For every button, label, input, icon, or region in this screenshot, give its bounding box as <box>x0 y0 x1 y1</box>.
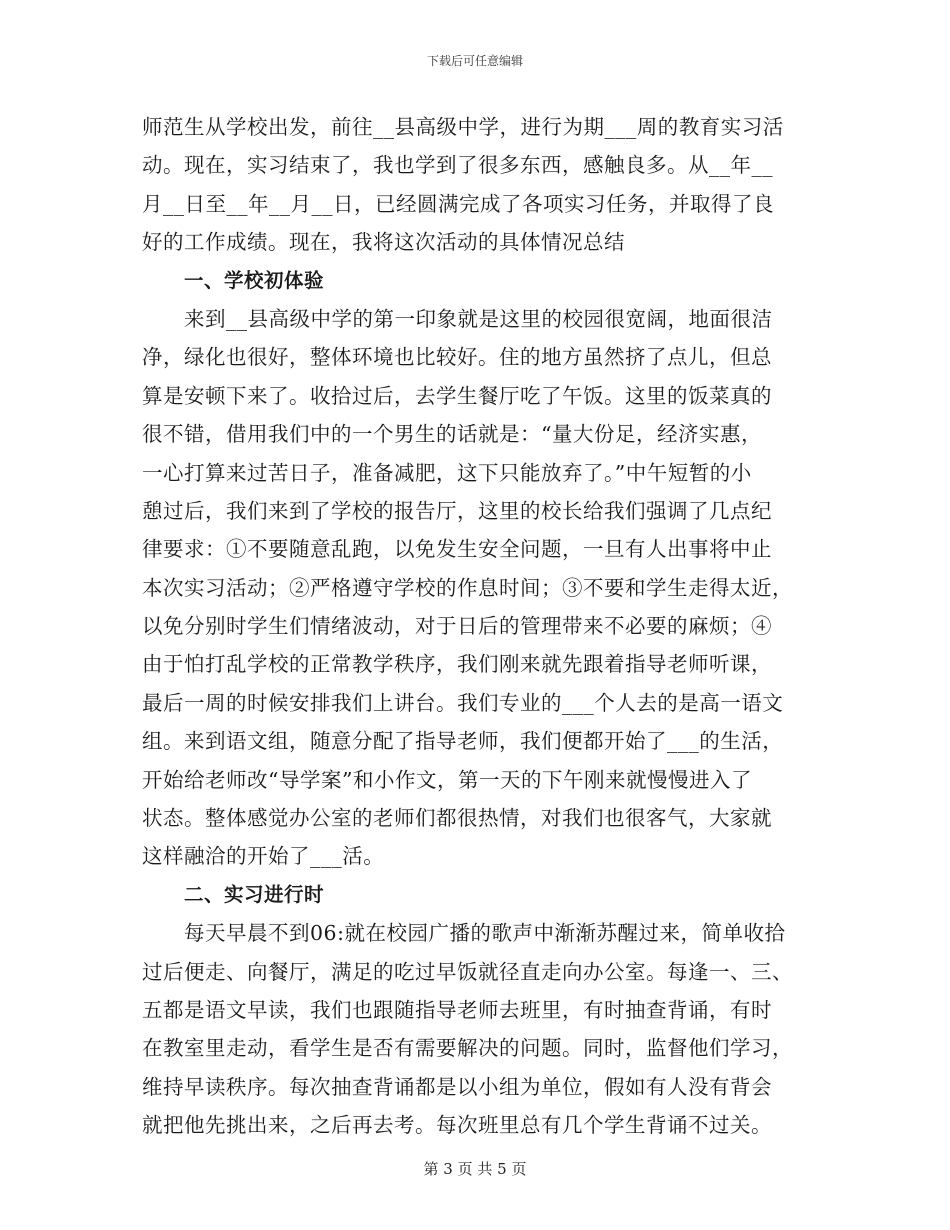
body-line: 律要求：①不要随意乱跑，以免发生安全问题，一旦有人出事将中止 <box>142 537 772 562</box>
body-line: 很不错，借用我们中的一个男生的话就是：“量大份足，经济实惠， <box>142 422 762 447</box>
body-line: 组。来到语文组，随意分配了指导老师，我们便都开始了___的生活， <box>142 729 784 754</box>
page-header: 下载后可任意编辑 <box>426 54 523 68</box>
body-line: 在教室里走动，看学生是否有需要解决的问题。同时，监督他们学习， <box>142 1036 793 1061</box>
body-line: 五都是语文早读，我们也跟随指导老师去班里，有时抽查背诵，有时 <box>142 997 772 1022</box>
body-line: 一心打算来过苦日子，准备减肥，这下只能放弃了。”中午短暂的小 <box>142 460 752 485</box>
body-line: 开始给老师改“导学案”和小作文，第一天的下午刚来就慢慢进入了 <box>142 767 752 792</box>
body-line: 状态。整体感觉办公室的老师们都很热情，对我们也很客气，大家就 <box>142 806 772 831</box>
page-footer: 第 3 页 共 5 页 <box>423 1160 527 1178</box>
section-heading: 一、学校初体验 <box>184 268 325 292</box>
document-body <box>142 108 812 1145</box>
body-line: 过后便走、向餐厅，满足的吃过早饭就径直走向办公室。每逢一、三、 <box>142 959 793 984</box>
body-line: 好的工作成绩。现在，我将这次活动的具体情况总结 <box>142 230 625 255</box>
body-line: 动。现在，实习结束了，我也学到了很多东西，感触良多。从__年__ <box>142 153 773 178</box>
body-line: 憩过后，我们来到了学校的报告厅，这里的校长给我们强调了几点纪 <box>142 498 772 523</box>
body-line: 月__日至__年__月__日，已经圆满完成了各项实习任务，并取得了良 <box>142 191 774 216</box>
body-line: 师范生从学校出发，前往__县高级中学，进行为期___周的教育实习活 <box>142 115 784 139</box>
body-line: 来到__县高级中学的第一印象就是这里的校园很宽阔，地面很洁 <box>142 306 773 331</box>
body-line: 本次实习活动；②严格遵守学校的作息时间；③不要和学生走得太近， <box>142 575 793 600</box>
body-line: 净，绿化也很好，整体环境也比较好。住的地方虽然挤了点儿，但总 <box>142 345 772 370</box>
body-line: 就把他先挑出来，之后再去考。每次班里总有几个学生背诵不过关。 <box>142 1113 772 1138</box>
body-line: 最后一周的时候安排我们上讲台。我们专业的___个人去的是高一语文 <box>142 690 784 715</box>
body-line: 以免分别时学生们情绪波动，对于日后的管理带来不必要的麻烦；④ <box>142 614 772 639</box>
body-line: 这样融洽的开始了___活。 <box>142 844 385 869</box>
section-heading: 二、实习进行时 <box>184 882 325 906</box>
body-line: 算是安顿下来了。收拾过后，去学生餐厅吃了午饭。这里的饭菜真的 <box>142 383 772 408</box>
body-line: 维持早读秩序。每次抽查背诵都是以小组为单位，假如有人没有背会 <box>142 1074 772 1099</box>
body-line: 每天早晨不到06:就在校园广播的歌声中渐渐苏醒过来，简单收拾 <box>142 921 786 946</box>
body-line: 由于怕打乱学校的正常教学秩序，我们刚来就先跟着指导老师听课， <box>142 652 772 677</box>
